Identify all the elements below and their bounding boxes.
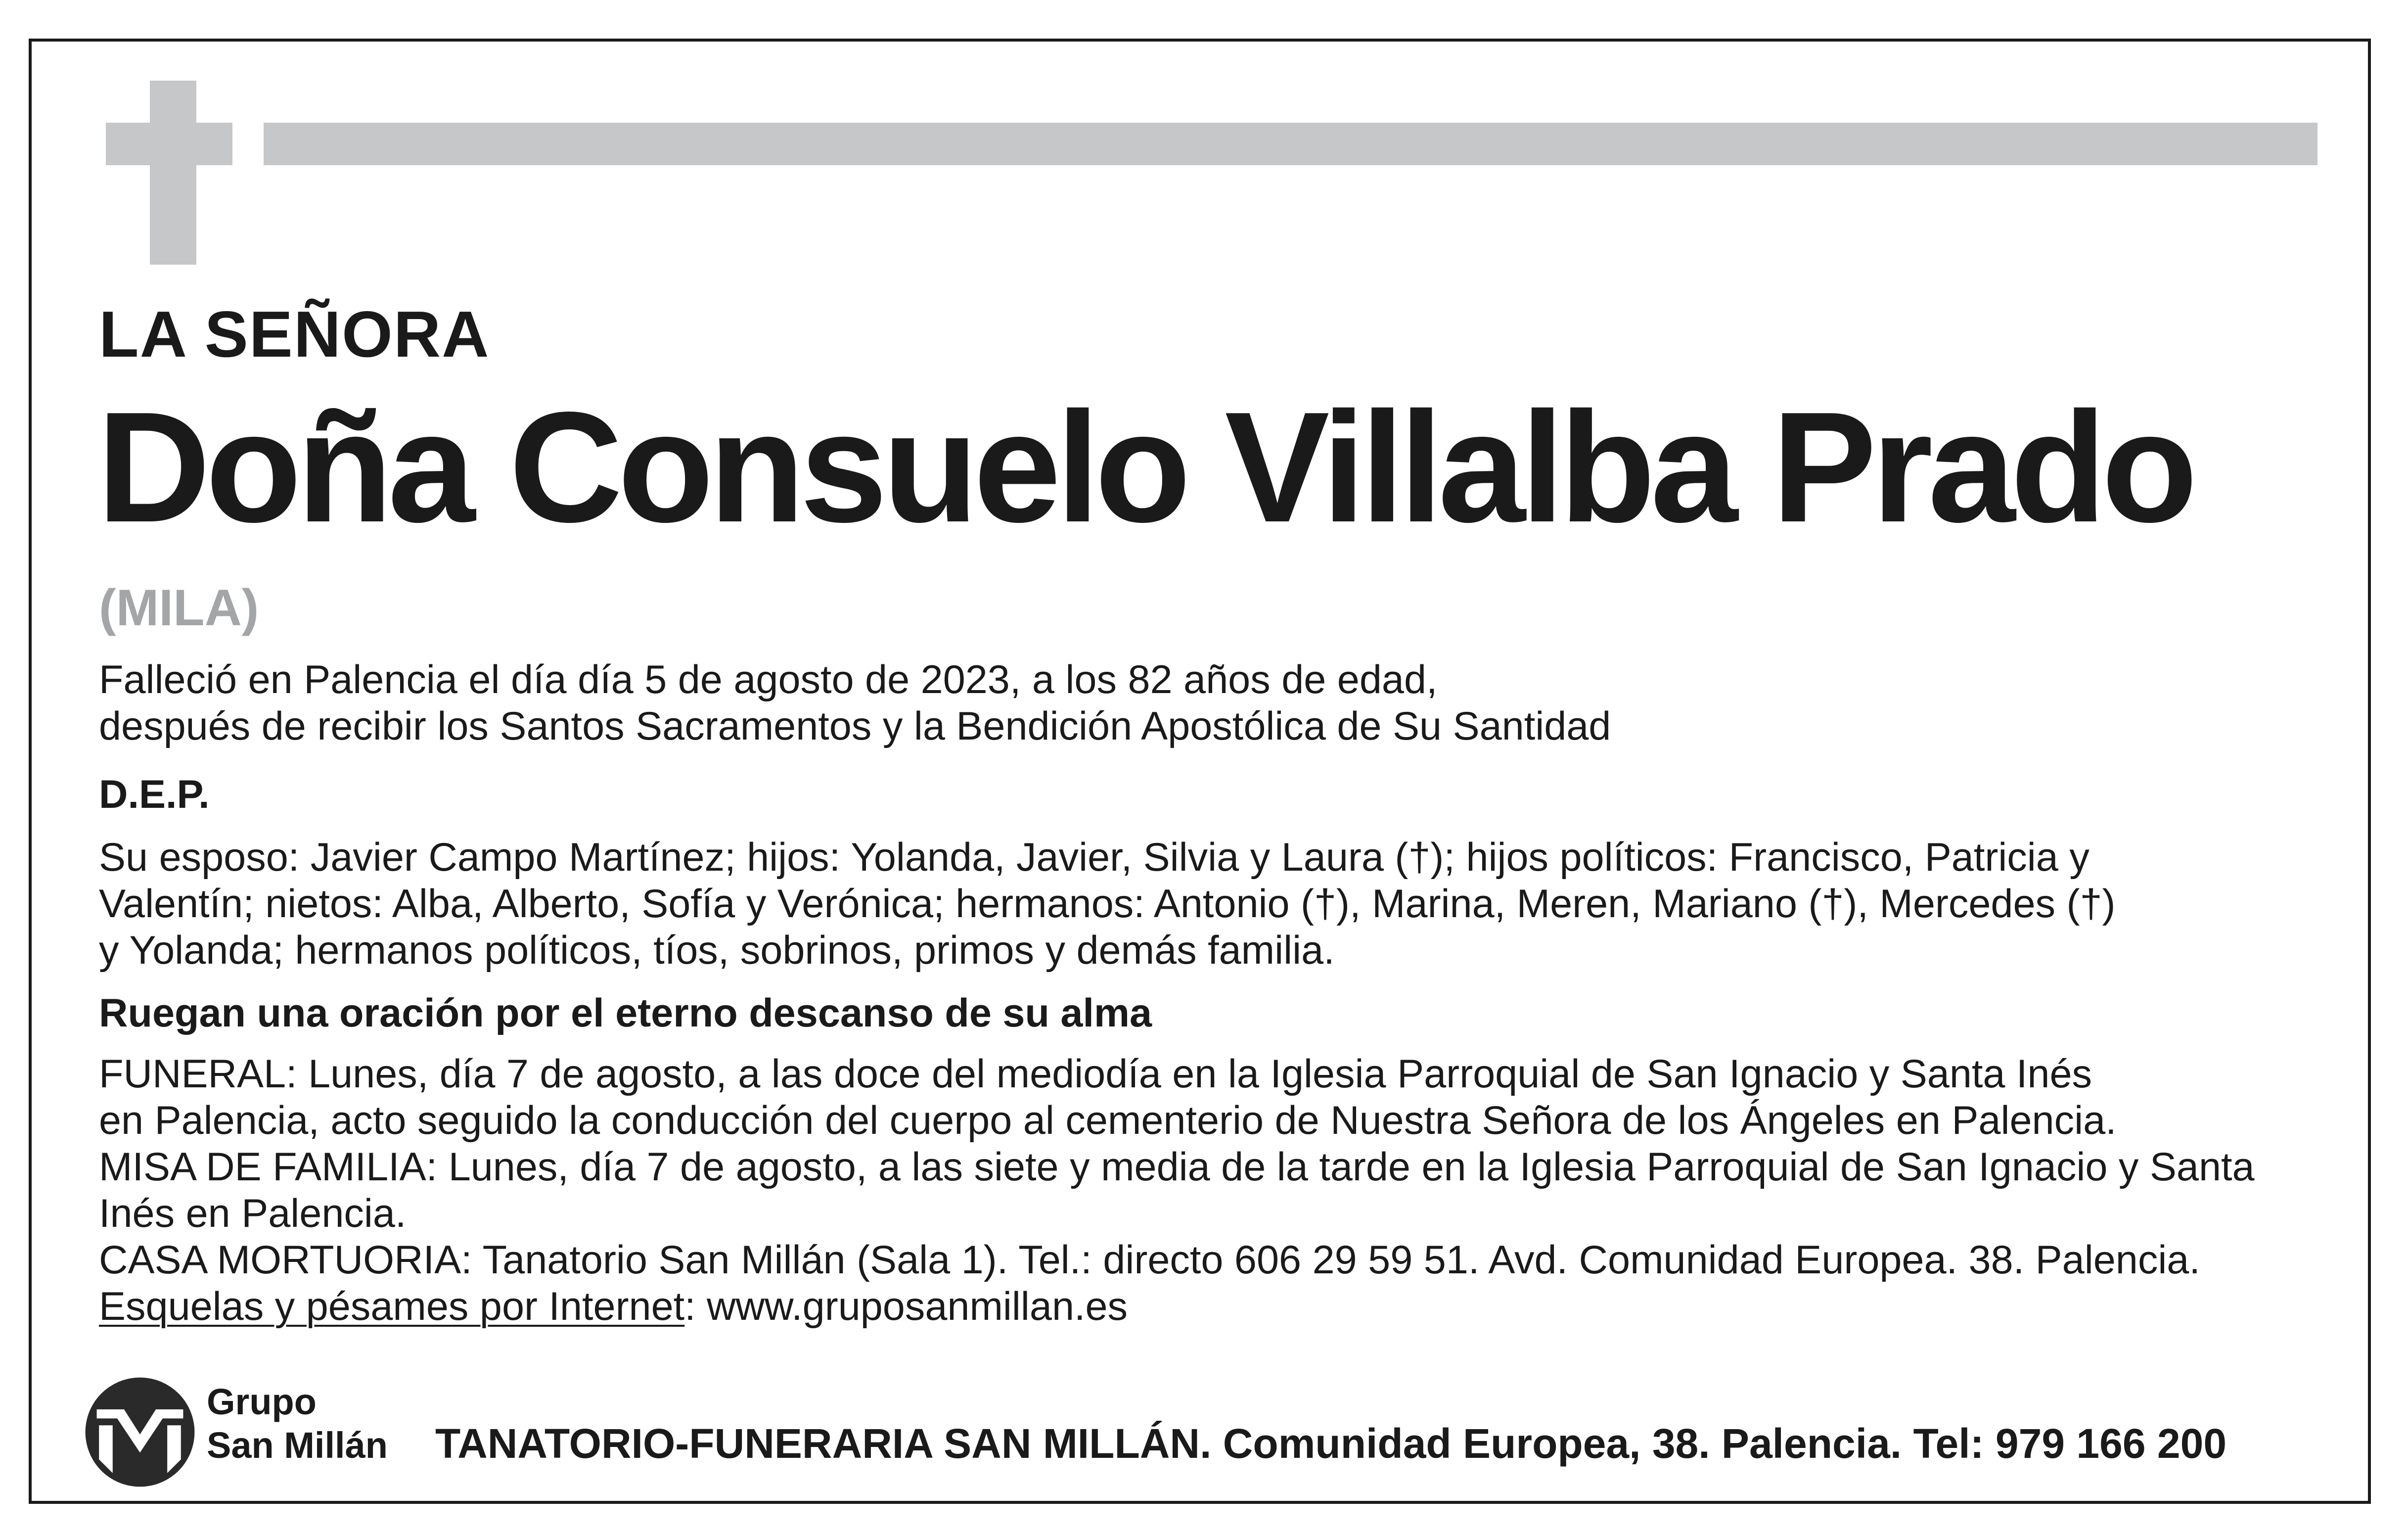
mass-line: MISA DE FAMILIA: Lunes, día 7 de agosto, a las siete y media de la tarde en la Iglesia Parroquial de San Ignacio y Santa: [99, 1145, 2255, 1189]
deceased-name: Doña Consuelo Villalba Prado: [97, 379, 2193, 555]
internet-link[interactable]: Esquelas y pésames por Internet: [99, 1284, 685, 1329]
family-list: [99, 834, 2116, 974]
death-info-line: después de recibir los Santos Sacramentos y la Bendición Apostólica de Su Santidad: [99, 704, 1611, 748]
grupo-san-millan-logo-icon: [83, 1375, 197, 1489]
title-label: LA SEÑORA: [99, 298, 490, 371]
internet-line: [99, 1283, 2255, 1330]
funeral-line: FUNERAL: Lunes, día 7 de agosto, a las doce del mediodía en la Iglesia Parroquial de San Ignacio y Santa Inés: [99, 1052, 2092, 1096]
services-info: [99, 1051, 2255, 1330]
logo-line: San Millán: [207, 1425, 388, 1466]
family-line: y Yolanda; hermanos políticos, tíos, sobrinos, primos y demás familia.: [99, 928, 1335, 973]
death-info-line: Falleció en Palencia el día día 5 de agosto de 2023, a los 82 años de edad,: [99, 657, 1438, 702]
cross-icon-horizontal: [106, 123, 232, 165]
cross-icon-vertical: [150, 81, 196, 265]
death-info: [99, 656, 1611, 749]
nickname: (MILA): [99, 579, 259, 637]
family-line: Su esposo: Javier Campo Martínez; hijos: Yolanda, Javier, Silvia y Laura (†); hijos políticos: Francisco, Patricia y: [99, 835, 2090, 880]
dep-label: D.E.P.: [99, 772, 210, 817]
prayer-request: Ruegan una oración por el eterno descanso de su alma: [99, 991, 1152, 1035]
company-info: TANATORIO-FUNERARIA SAN MILLÁN. Comunidad Europea, 38. Palencia. Tel: 979 166 200: [435, 1420, 2227, 1467]
family-line: Valentín; nietos: Alba, Alberto, Sofía y Verónica; hermanos: Antonio (†), Marina, Meren, Mariano (†), Mercedes (†): [99, 882, 2116, 926]
logo-text: [207, 1380, 388, 1467]
mass-line: Inés en Palencia.: [99, 1191, 407, 1236]
funeral-line: en Palencia, acto seguido la conducción del cuerpo al cementerio de Nuestra Señora de los Ángeles en Palencia.: [99, 1098, 2117, 1143]
mortuary-line: CASA MORTUORIA: Tanatorio San Millán (Sala 1). Tel.: directo 606 29 59 51. Avd. Comunidad Europea. 38. Palencia.: [99, 1238, 2200, 1282]
header-rule: [264, 123, 2317, 165]
logo-line: Grupo: [207, 1381, 317, 1422]
internet-url: : www.gruposanmillan.es: [684, 1284, 1128, 1329]
